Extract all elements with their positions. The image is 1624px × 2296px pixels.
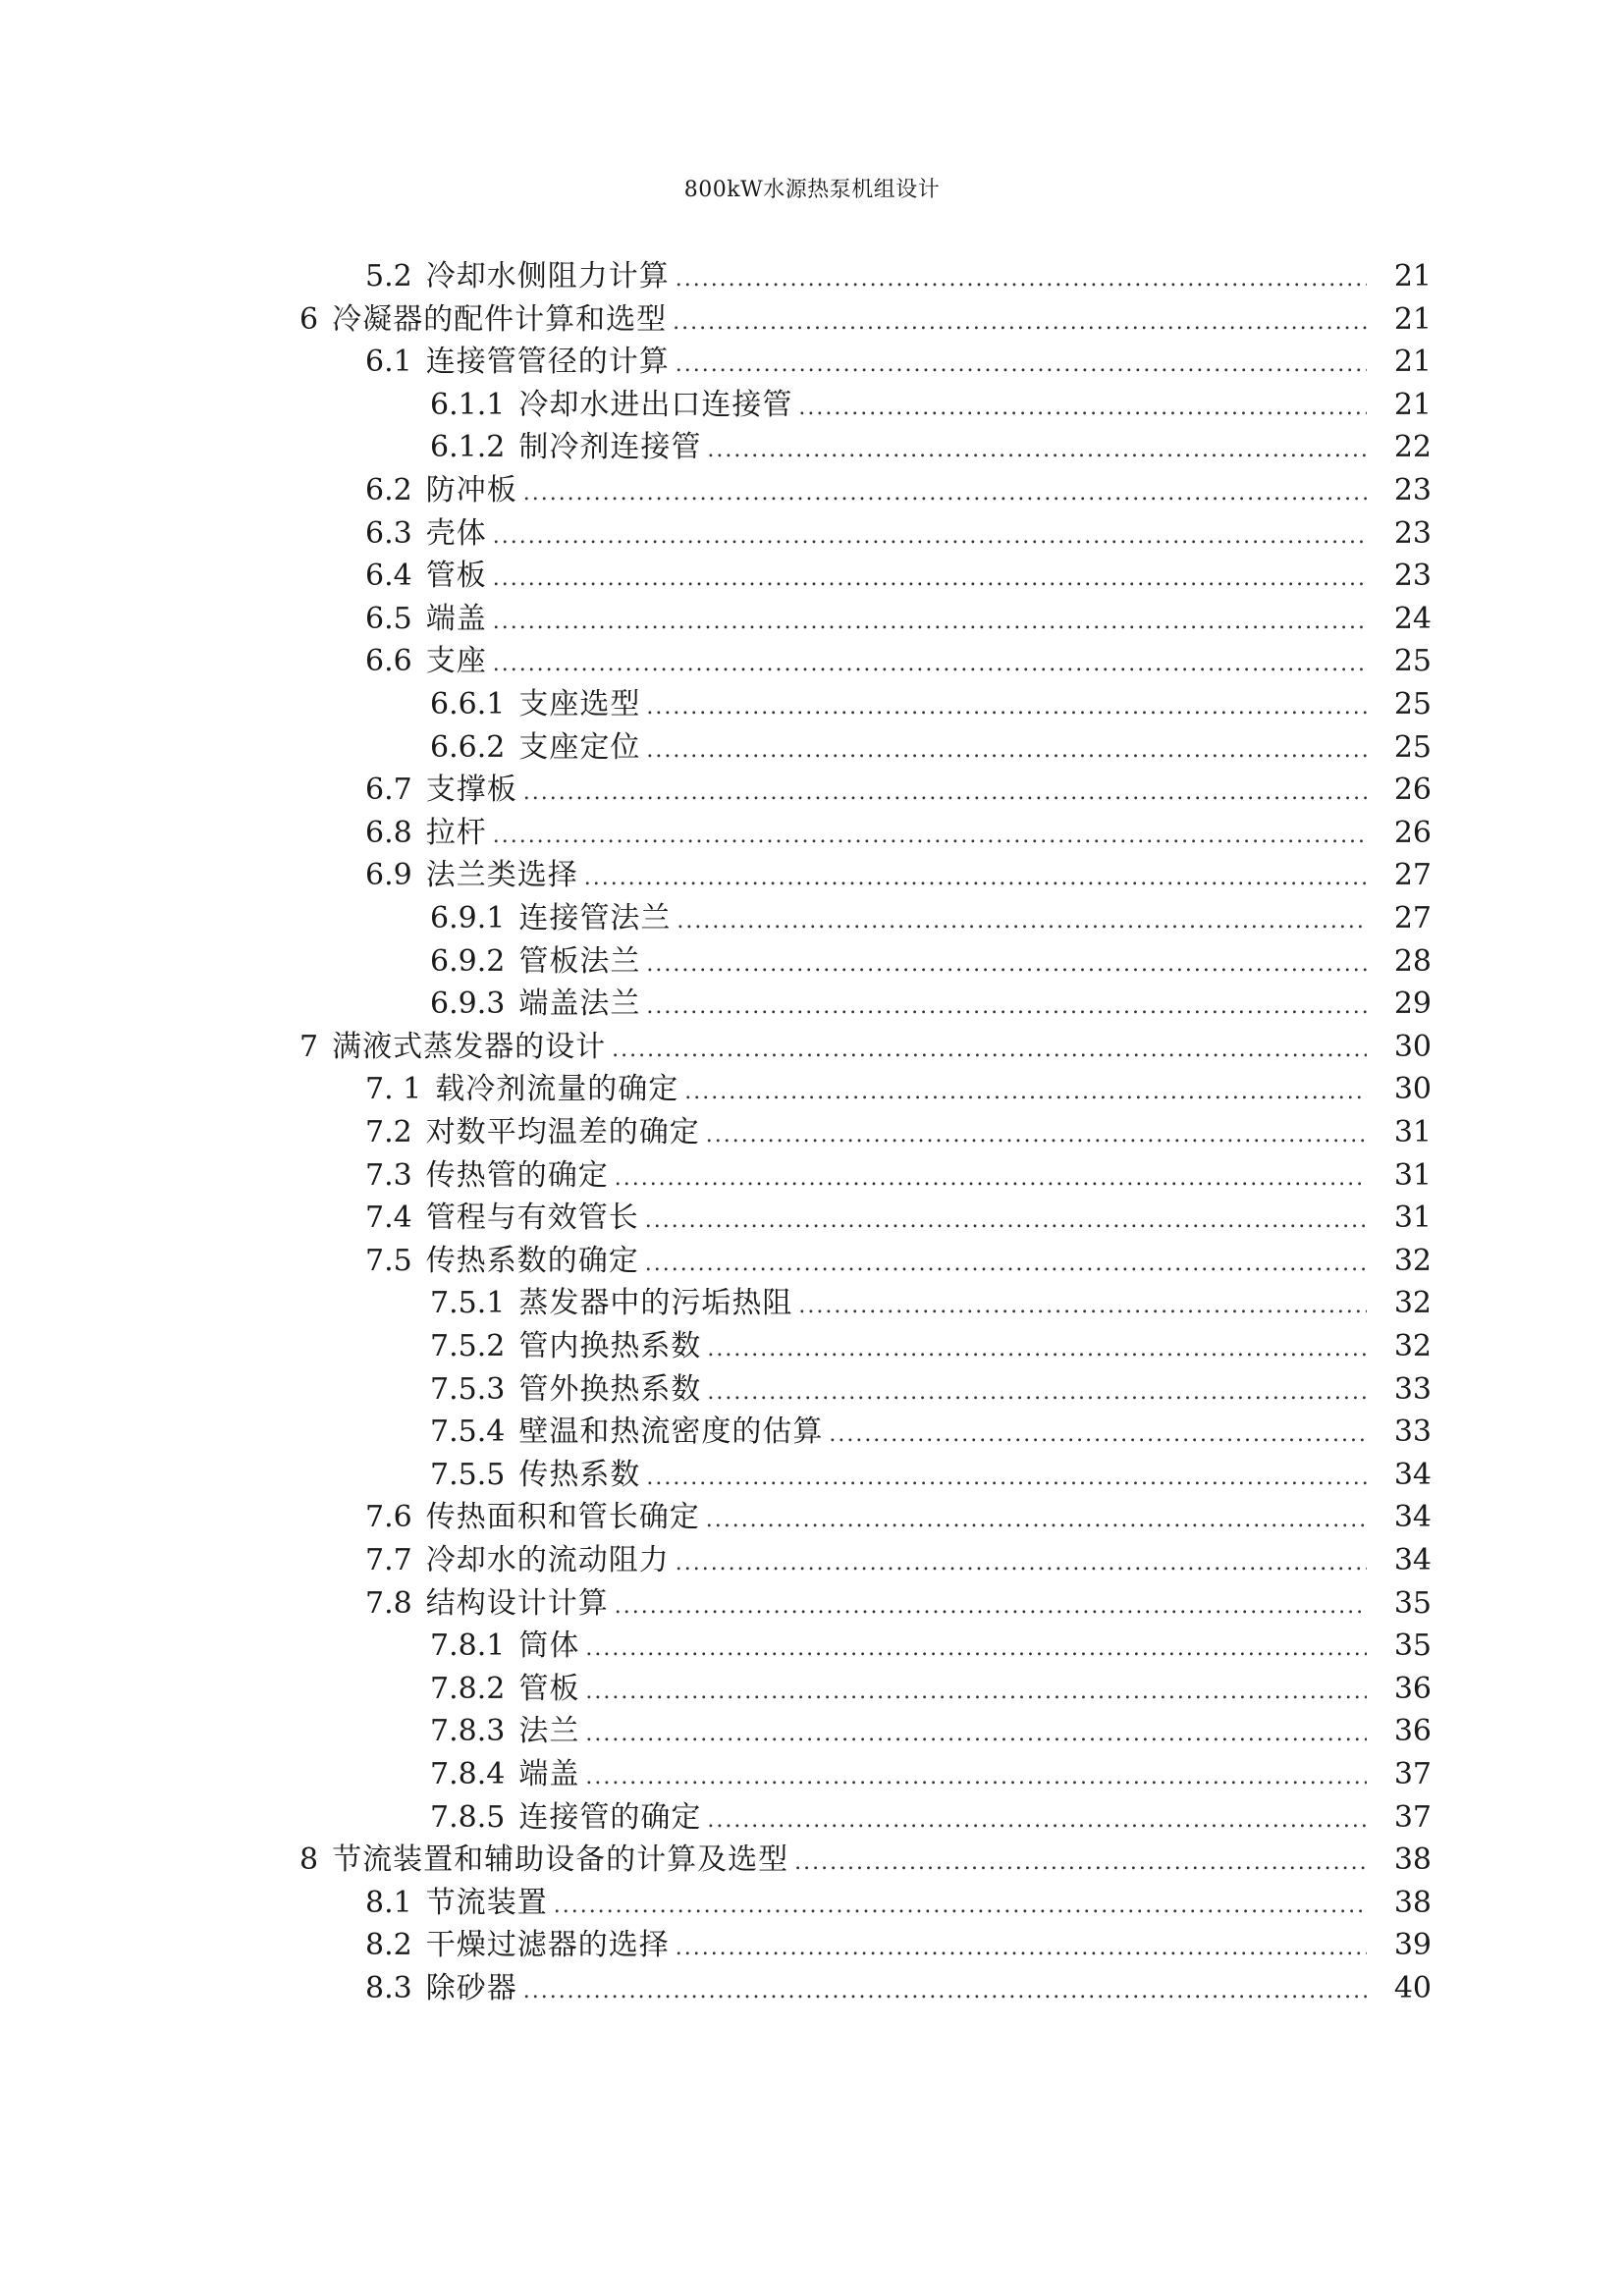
toc-entry-page-number: 32: [1393, 1286, 1432, 1321]
toc-entry-title: 传热管的确定: [425, 1157, 609, 1193]
toc-dot-leader: [493, 558, 1367, 601]
toc-dot-leader: [676, 1927, 1367, 1970]
toc-entry-page-number: 32: [1393, 1243, 1432, 1278]
toc-entry-number: 6.6.1: [430, 687, 506, 721]
toc-entry[interactable]: [0, 1539, 1624, 1582]
toc-dot-leader: [646, 943, 1367, 987]
toc-dot-leader: [707, 429, 1367, 472]
toc-entry[interactable]: [0, 769, 1624, 812]
toc-entry-number: 7: [299, 1029, 319, 1064]
toc-entry-title: 管外换热系数: [518, 1371, 702, 1407]
toc-entry[interactable]: [0, 1026, 1624, 1069]
toc-entry-page-number: 37: [1393, 1799, 1432, 1835]
toc-entry-number: 8.2: [365, 1928, 412, 1963]
toc-entry-title: 防冲板: [425, 473, 517, 507]
toc-entry[interactable]: [0, 1454, 1624, 1497]
toc-entry[interactable]: [0, 469, 1624, 512]
toc-entry[interactable]: [0, 1111, 1624, 1154]
toc-entry-number: 7.4: [365, 1201, 412, 1236]
toc-entry[interactable]: [0, 1240, 1624, 1283]
toc-entry-number: 7.6: [365, 1500, 412, 1535]
toc-entry-number: 6.6.2: [430, 729, 506, 765]
toc-entry[interactable]: [0, 854, 1624, 897]
toc-entry-title: 筒体: [518, 1629, 580, 1664]
toc-entry-title: 连接管管径的计算: [425, 345, 670, 380]
toc-entry[interactable]: [0, 1325, 1624, 1368]
toc-entry[interactable]: [0, 1753, 1624, 1796]
toc-entry-number: 6.1.2: [430, 430, 506, 465]
toc-dot-leader: [673, 301, 1367, 345]
toc-entry-number: 7.7: [365, 1543, 412, 1577]
toc-entry-page-number: 32: [1393, 1329, 1432, 1363]
toc-entry-title: 结构设计计算: [425, 1585, 609, 1621]
toc-entry-number: 7.8.1: [430, 1629, 506, 1664]
toc-entry-title: 冷凝器的配件计算和选型: [332, 301, 668, 337]
toc-entry-title: 连接管法兰: [518, 901, 672, 935]
toc-entry-page-number: 31: [1393, 1201, 1432, 1236]
toc-entry-title: 端盖: [518, 1757, 580, 1791]
toc-dot-leader: [584, 857, 1367, 900]
toc-entry-page-number: 27: [1393, 858, 1432, 893]
toc-entry[interactable]: [0, 384, 1624, 427]
toc-entry-page-number: 38: [1393, 1842, 1432, 1878]
toc-entry-page-number: 34: [1393, 1543, 1432, 1577]
toc-entry-number: 6.9.2: [430, 943, 506, 979]
toc-entry[interactable]: [0, 683, 1624, 726]
toc-entry[interactable]: [0, 255, 1624, 298]
toc-dot-leader: [676, 258, 1367, 301]
toc-entry-title: 传热系数的确定: [425, 1243, 639, 1278]
toc-entry-page-number: 40: [1393, 1971, 1432, 2005]
toc-entry-title: 管板: [518, 1671, 580, 1706]
toc-dot-leader: [646, 729, 1367, 773]
toc-entry-number: 6.5: [365, 601, 412, 636]
toc-entry-page-number: 21: [1393, 345, 1432, 380]
toc-entry-number: 7. 1: [365, 1072, 422, 1107]
toc-entry-title: 满液式蒸发器的设计: [332, 1029, 607, 1064]
toc-dot-leader: [493, 515, 1367, 559]
toc-entry-number: 8.3: [365, 1971, 412, 2005]
toc-entry-title: 端盖法兰: [518, 987, 641, 1022]
toc-entry[interactable]: [0, 1496, 1624, 1539]
toc-entry-number: 7.8.3: [430, 1714, 506, 1749]
toc-entry-page-number: 25: [1393, 687, 1432, 721]
toc-entry-number: 6.9.1: [430, 901, 506, 935]
toc-entry-number: 8: [299, 1842, 319, 1878]
toc-entry[interactable]: [0, 298, 1624, 342]
toc-entry-title: 支座: [425, 644, 487, 679]
toc-entry-title: 冷却水进出口连接管: [518, 387, 793, 422]
toc-entry-title: 节流装置: [425, 1885, 548, 1920]
toc-entry[interactable]: [0, 555, 1624, 598]
toc-entry-number: 7.8.4: [430, 1757, 506, 1791]
toc-entry[interactable]: [0, 1710, 1624, 1753]
toc-entry[interactable]: [0, 426, 1624, 469]
toc-entry-title: 壳体: [425, 515, 487, 551]
toc-entry-title: 法兰类选择: [425, 858, 578, 893]
toc-entry-number: 6.7: [365, 773, 412, 808]
page-header-title: 800kW水源热泵机组设计: [683, 178, 941, 202]
toc-dot-leader: [707, 1328, 1367, 1371]
toc-entry-page-number: 22: [1393, 430, 1432, 465]
toc-entry-page-number: 35: [1393, 1585, 1432, 1621]
toc-entry-number: 7.8: [365, 1585, 412, 1621]
toc-entry-page-number: 23: [1393, 473, 1432, 507]
toc-entry-number: 8.1: [365, 1885, 412, 1920]
toc-entry[interactable]: [0, 1068, 1624, 1111]
toc-dot-leader: [645, 1200, 1367, 1243]
toc-entry-title: 冷却水的流动阻力: [425, 1543, 670, 1577]
toc-entry-number: 6.9.3: [430, 987, 506, 1022]
toc-entry-number: 6.2: [365, 473, 412, 507]
toc-entry-page-number: 35: [1393, 1629, 1432, 1664]
toc-dot-leader: [706, 1499, 1367, 1542]
toc-dot-leader: [493, 815, 1367, 858]
toc-dot-leader: [676, 344, 1367, 387]
toc-entry-page-number: 34: [1393, 1457, 1432, 1492]
toc-entry-page-number: 24: [1393, 601, 1432, 636]
toc-entry-page-number: 30: [1393, 1029, 1432, 1064]
toc-dot-leader: [585, 1671, 1367, 1714]
toc-entry[interactable]: [0, 1668, 1624, 1711]
toc-entry-title: 载冷剂流量的确定: [435, 1072, 679, 1107]
toc-entry-page-number: 38: [1393, 1885, 1432, 1920]
toc-entry[interactable]: [0, 1368, 1624, 1412]
toc-entry[interactable]: [0, 1582, 1624, 1626]
toc-entry-page-number: 34: [1393, 1500, 1432, 1535]
toc-dot-leader: [798, 387, 1367, 430]
toc-dot-leader: [798, 1285, 1367, 1328]
toc-entry-number: 6.1: [365, 345, 412, 380]
toc-entry-title: 除砂器: [425, 1971, 517, 2005]
toc-entry-page-number: 21: [1393, 259, 1432, 294]
toc-dot-leader: [646, 986, 1367, 1029]
toc-entry-title: 管板法兰: [518, 943, 641, 979]
toc-entry-title: 制冷剂连接管: [518, 430, 702, 465]
toc-dot-leader: [493, 601, 1367, 644]
toc-entry-number: 6.8: [365, 815, 412, 850]
toc-entry[interactable]: [0, 983, 1624, 1026]
toc-dot-leader: [706, 1114, 1367, 1157]
toc-dot-leader: [615, 1585, 1367, 1629]
toc-entry-page-number: 37: [1393, 1757, 1432, 1791]
toc-entry[interactable]: [0, 1882, 1624, 1925]
toc-dot-leader: [794, 1842, 1367, 1885]
toc-entry-page-number: 31: [1393, 1115, 1432, 1149]
toc-entry[interactable]: [0, 640, 1624, 683]
toc-dot-leader: [646, 1457, 1367, 1500]
toc-entry-page-number: 31: [1393, 1157, 1432, 1193]
toc-entry[interactable]: [0, 341, 1624, 384]
toc-entry-page-number: 36: [1393, 1714, 1432, 1749]
toc-entry[interactable]: [0, 1625, 1624, 1668]
toc-entry[interactable]: [0, 1924, 1624, 1967]
toc-entry-page-number: 33: [1393, 1415, 1432, 1450]
toc-entry-number: 6.1.1: [430, 387, 506, 422]
toc-dot-leader: [493, 643, 1367, 686]
toc-dot-leader: [554, 1885, 1367, 1928]
toc-entry[interactable]: [0, 512, 1624, 556]
toc-entry-title: 壁温和热流密度的估算: [518, 1415, 824, 1450]
toc-entry-number: 6.6: [365, 644, 412, 679]
toc-dot-leader: [646, 686, 1367, 729]
toc-dot-leader: [677, 900, 1367, 943]
toc-entry-title: 支座定位: [518, 729, 641, 765]
toc-entry-title: 传热系数: [518, 1457, 641, 1492]
toc-entry-number: 7.5.1: [430, 1286, 506, 1321]
toc-entry-title: 节流装置和辅助设备的计算及选型: [332, 1842, 789, 1878]
toc-entry-number: 6.9: [365, 858, 412, 893]
toc-entry-number: 7.5.5: [430, 1457, 506, 1492]
toc-dot-leader: [585, 1713, 1367, 1756]
toc-entry-title: 法兰: [518, 1714, 580, 1749]
toc-entry-title: 连接管的确定: [518, 1799, 702, 1835]
toc-entry[interactable]: [0, 1967, 1624, 2010]
toc-entry-number: 7.5: [365, 1243, 412, 1278]
toc-entry-number: 6: [299, 301, 319, 337]
toc-entry-number: 7.8.2: [430, 1671, 506, 1706]
toc-entry-page-number: 25: [1393, 729, 1432, 765]
toc-entry-title: 支座选型: [518, 687, 641, 721]
toc-dot-leader: [707, 1799, 1367, 1842]
toc-entry-page-number: 30: [1393, 1072, 1432, 1107]
toc-entry[interactable]: [0, 1282, 1624, 1325]
toc-entry[interactable]: [0, 1411, 1624, 1454]
toc-entry-page-number: 25: [1393, 644, 1432, 679]
toc-entry-page-number: 21: [1393, 387, 1432, 422]
toc-entry[interactable]: [0, 726, 1624, 770]
toc-dot-leader: [612, 1029, 1367, 1072]
toc-entry-number: 7.5.2: [430, 1329, 506, 1363]
toc-dot-leader: [684, 1071, 1367, 1114]
toc-dot-leader: [707, 1371, 1367, 1415]
toc-dot-leader: [829, 1414, 1367, 1457]
toc-entry-title: 干燥过滤器的选择: [425, 1928, 670, 1963]
toc-entry-page-number: 36: [1393, 1671, 1432, 1706]
toc-entry[interactable]: [0, 1796, 1624, 1840]
toc-dot-leader: [523, 472, 1367, 515]
toc-entry-page-number: 23: [1393, 515, 1432, 551]
toc-entry-title: 管内换热系数: [518, 1329, 702, 1363]
toc-entry-title: 管程与有效管长: [425, 1201, 639, 1236]
toc-entry-page-number: 26: [1393, 773, 1432, 808]
toc-entry[interactable]: [0, 1197, 1624, 1240]
toc-entry-number: 7.5.4: [430, 1415, 506, 1450]
toc-entry-title: 冷却水侧阻力计算: [425, 259, 670, 294]
toc-entry-title: 端盖: [425, 601, 487, 636]
toc-entry-title: 传热面积和管长确定: [425, 1500, 700, 1535]
toc-entry[interactable]: [0, 1839, 1624, 1882]
toc-dot-leader: [523, 1970, 1367, 2013]
toc-dot-leader: [615, 1157, 1367, 1201]
toc-entry-title: 蒸发器中的污垢热阻: [518, 1286, 793, 1321]
toc-entry-number: 7.3: [365, 1157, 412, 1193]
toc-dot-leader: [523, 772, 1367, 815]
toc-entry-title: 对数平均温差的确定: [425, 1115, 700, 1149]
toc-entry-page-number: 33: [1393, 1371, 1432, 1407]
toc-entry-number: 6.4: [365, 559, 412, 594]
toc-entry-page-number: 29: [1393, 987, 1432, 1022]
toc-entry-title: 支撑板: [425, 773, 517, 808]
toc-dot-leader: [585, 1628, 1367, 1671]
toc-entry[interactable]: [0, 1154, 1624, 1198]
toc-entry-number: 6.3: [365, 515, 412, 551]
toc-dot-leader: [676, 1542, 1367, 1585]
toc-entry-title: 拉杆: [425, 815, 487, 850]
toc-entry[interactable]: [0, 897, 1624, 940]
toc-entry[interactable]: [0, 812, 1624, 855]
toc-entry-number: 5.2: [365, 259, 412, 294]
toc-entry-number: 7.2: [365, 1115, 412, 1149]
toc-entry-title: 管板: [425, 559, 487, 594]
toc-entry-page-number: 27: [1393, 901, 1432, 935]
toc-dot-leader: [585, 1756, 1367, 1799]
toc-dot-leader: [645, 1243, 1367, 1286]
toc-entry-number: 7.8.5: [430, 1799, 506, 1835]
toc-entry-page-number: 39: [1393, 1928, 1432, 1963]
toc-entry[interactable]: [0, 940, 1624, 984]
toc-entry[interactable]: [0, 598, 1624, 641]
toc-entry-number: 7.5.3: [430, 1371, 506, 1407]
toc-entry-page-number: 28: [1393, 943, 1432, 979]
toc-entry-page-number: 23: [1393, 559, 1432, 594]
toc-entry-page-number: 21: [1393, 301, 1432, 337]
toc-entry-page-number: 26: [1393, 815, 1432, 850]
